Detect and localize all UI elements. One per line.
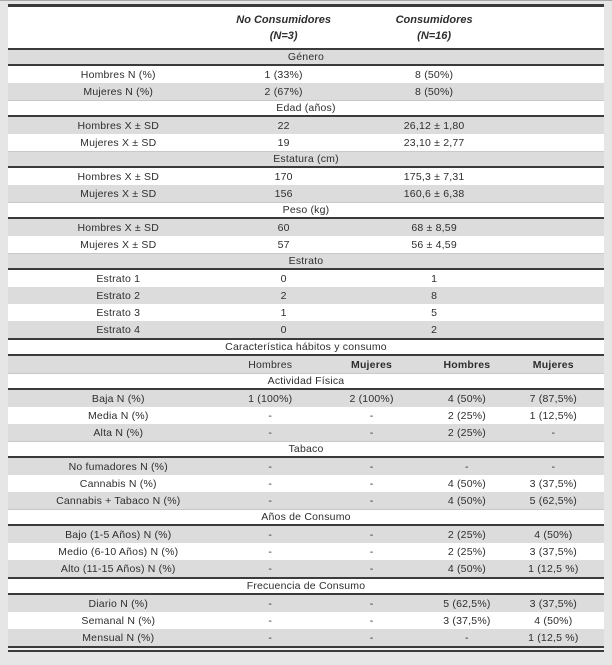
table-row [8, 407, 604, 424]
cell-value: - [369, 409, 374, 422]
cell-value: 56 ± 4,59 [411, 238, 457, 251]
cell-value: 19 [277, 136, 290, 149]
cell-value: 1 (33%) [264, 68, 303, 81]
cell-value: 2 (100%) [349, 392, 394, 405]
table-row [8, 66, 604, 83]
header-group-n: (N=3) [269, 29, 298, 42]
cell-value: - [268, 631, 273, 644]
cell-value: 1 (100%) [248, 392, 293, 405]
table-bottom-rule [8, 646, 604, 652]
cell-value: 2 [280, 289, 287, 302]
cell-value: 160,6 ± 6,38 [403, 187, 465, 200]
cell-value: 3 (37,5%) [529, 597, 577, 610]
cell-value: 68 ± 8,59 [411, 221, 457, 234]
cell-value: 4 (50%) [534, 528, 573, 541]
row-label: Bajo (1-5 Años) N (%) [65, 528, 172, 541]
table-row [8, 543, 604, 560]
table-row [8, 219, 604, 236]
subheader-mujeres: Mujeres [532, 358, 574, 371]
table-row [8, 629, 604, 646]
cell-value: 2 [431, 323, 438, 336]
cell-value: 2 (25%) [447, 545, 486, 558]
cell-value: 4 (50%) [447, 562, 486, 575]
cell-value: - [369, 562, 374, 575]
row-label: Media N (%) [87, 409, 149, 422]
cell-value: - [551, 426, 556, 439]
cell-value: 156 [274, 187, 293, 200]
cell-value: - [369, 597, 374, 610]
table-row [8, 560, 604, 579]
table-header-row [8, 7, 604, 50]
table-row [8, 424, 604, 441]
scan-top-edge [0, 0, 612, 1]
table-row [8, 117, 604, 134]
table-row [8, 526, 604, 543]
cell-value: 1 [280, 306, 287, 319]
cell-value: - [369, 545, 374, 558]
cell-value: - [551, 460, 556, 473]
row-label: Cannabis N (%) [79, 477, 157, 490]
cell-value: - [369, 477, 374, 490]
header-group-no-consumidores [229, 12, 339, 44]
cell-value: 0 [280, 272, 287, 285]
cell-value: 1 [431, 272, 438, 285]
row-label: Estrato 2 [96, 289, 141, 302]
cell-value: 0 [280, 323, 287, 336]
cell-value: 60 [277, 221, 290, 234]
cell-value: 1 (12,5 %) [528, 631, 579, 644]
cell-value: 2 (67%) [264, 85, 303, 98]
cell-value: 8 (50%) [415, 85, 454, 98]
row-label: Mujeres X ± SD [80, 238, 157, 251]
table-row [8, 390, 604, 407]
cell-value: 1 (12,5%) [529, 409, 577, 422]
table-row [8, 270, 604, 287]
cell-value: 57 [277, 238, 290, 251]
cell-value: - [465, 460, 469, 473]
cell-value: - [369, 614, 374, 627]
row-label: Semanal N (%) [81, 614, 156, 627]
cell-value: 3 (37,5%) [529, 477, 577, 490]
cell-value: - [268, 409, 273, 422]
cell-value: 8 [431, 289, 438, 302]
section-title-frecuencia-de-consumo: Frecuencia de Consumo [8, 579, 604, 595]
cell-value: - [369, 528, 374, 541]
cell-value: 5 [431, 306, 438, 319]
table-row [8, 168, 604, 185]
cell-value: 170 [274, 170, 293, 183]
table-row [8, 475, 604, 492]
cell-value: - [465, 631, 469, 644]
table-row [8, 595, 604, 612]
cell-value: 3 (37,5%) [443, 614, 491, 627]
table-row [8, 304, 604, 321]
cell-value: - [268, 460, 273, 473]
cell-value: 5 (62,5%) [529, 494, 577, 507]
section-title-estrato: Estrato [8, 253, 604, 270]
cell-value: - [369, 631, 374, 644]
header-group-title: No Consumidores [236, 13, 331, 26]
section-title-estatura: Estatura (cm) [8, 151, 604, 168]
row-label: Mujeres X ± SD [80, 187, 157, 200]
cell-value: - [268, 426, 273, 439]
table-row [8, 134, 604, 151]
section-title-caracteristica-habitos: Característica hábitos y consumo [8, 340, 604, 356]
cell-value: - [268, 494, 273, 507]
cell-value: 2 (25%) [447, 409, 486, 422]
cell-value: 2 (25%) [447, 426, 486, 439]
cell-value: 3 (37,5%) [529, 545, 577, 558]
section-title-actividad-fisica: Actividad Física [8, 373, 604, 390]
cell-value: 4 (50%) [447, 477, 486, 490]
cell-value: - [268, 477, 273, 490]
table-row [8, 236, 604, 253]
row-label: Hombres X ± SD [77, 119, 159, 132]
demographics-consumption-table [8, 4, 604, 652]
cell-value: 2 (25%) [447, 528, 486, 541]
cell-value: 175,3 ± 7,31 [403, 170, 465, 183]
header-group-consumidores [339, 12, 530, 44]
table-row [8, 83, 604, 100]
row-label: Alto (11-15 Años) N (%) [60, 562, 176, 575]
cell-value: 4 (50%) [447, 392, 486, 405]
cell-value: 23,10 ± 2,77 [403, 136, 465, 149]
cell-value: 26,12 ± 1,80 [403, 119, 465, 132]
table-row [8, 492, 604, 509]
row-label: Mujeres N (%) [83, 85, 154, 98]
cell-value: - [369, 494, 374, 507]
cell-value: - [268, 597, 273, 610]
row-label: Baja N (%) [91, 392, 145, 405]
cell-value: - [268, 562, 273, 575]
row-label: Cannabis + Tabaco N (%) [56, 494, 181, 507]
cell-value: 7 (87,5%) [529, 392, 577, 405]
cell-value: - [369, 426, 374, 439]
cell-value: 1 (12,5 %) [528, 562, 579, 575]
subheader-hombres: Hombres [443, 358, 491, 371]
header-group-title: Consumidores [395, 13, 473, 26]
row-label: Mujeres X ± SD [80, 136, 157, 149]
cell-value: 8 (50%) [415, 68, 454, 81]
cell-value: - [369, 460, 374, 473]
row-label: Hombres X ± SD [77, 221, 159, 234]
cell-value: - [268, 545, 273, 558]
table-row [8, 185, 604, 202]
subheader-row [8, 356, 604, 373]
row-label: Hombres X ± SD [77, 170, 159, 183]
section-title-genero: Género [8, 50, 604, 66]
row-label: Alta N (%) [93, 426, 144, 439]
section-title-tabaco: Tabaco [8, 441, 604, 458]
row-label: Medio (6-10 Años) N (%) [58, 545, 179, 558]
row-label: Diario N (%) [88, 597, 149, 610]
subheader-hombres: Hombres [248, 358, 293, 371]
table-row [8, 321, 604, 340]
cell-value: 4 (50%) [534, 614, 573, 627]
table-row [8, 612, 604, 629]
cell-value: - [268, 614, 273, 627]
row-label: Estrato 3 [96, 306, 141, 319]
cell-value: - [268, 528, 273, 541]
row-label: Estrato 1 [96, 272, 141, 285]
section-title-anos-de-consumo: Años de Consumo [8, 509, 604, 526]
cell-value: 5 (62,5%) [443, 597, 491, 610]
cell-value: 22 [277, 119, 290, 132]
cell-value: 4 (50%) [447, 494, 486, 507]
subheader-mujeres: Mujeres [351, 358, 393, 371]
section-title-peso: Peso (kg) [8, 202, 604, 219]
section-title-edad: Edad (años) [8, 100, 604, 117]
table-row [8, 287, 604, 304]
row-label: Mensual N (%) [82, 631, 155, 644]
row-label: Hombres N (%) [80, 68, 156, 81]
row-label: Estrato 4 [96, 323, 141, 336]
header-group-n: (N=16) [417, 29, 452, 42]
row-label: No fumadores N (%) [68, 460, 168, 473]
table-row [8, 458, 604, 475]
